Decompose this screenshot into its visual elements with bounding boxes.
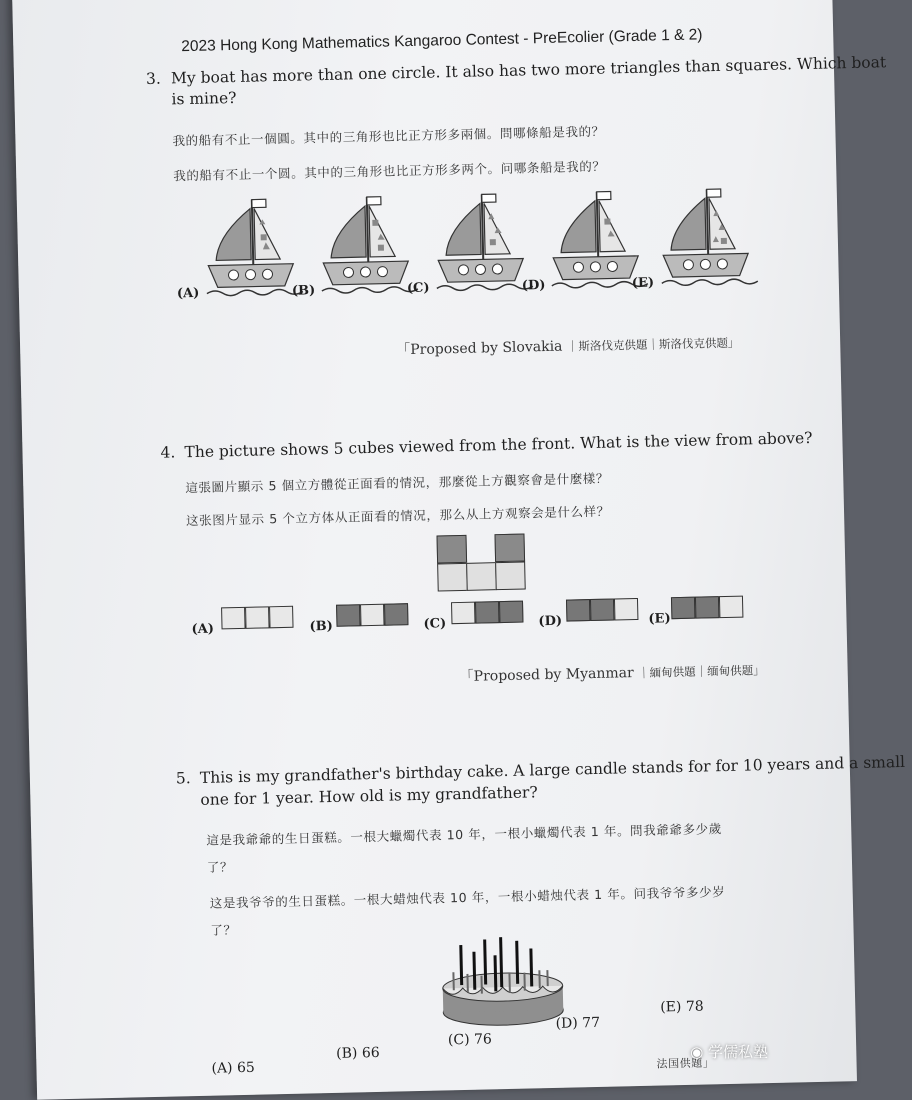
- q4-zh-traditional: 這張圖片顯示 5 個立方體從正面看的情況，那麼從上方觀察會是什麼樣？: [185, 469, 609, 497]
- q5-zh-simplified-line1: 这是我爷爷的生日蛋糕。一根大蜡烛代表 10 年，一根小蜡烛代表 1 年。问我爷爷多少岁: [210, 882, 726, 912]
- q3-zh-simplified: 我的船有不止一个圆。其中的三角形也比正方形多两个。问哪条船是我的？: [173, 157, 606, 185]
- q4-option-b-figure: [336, 603, 408, 627]
- cube: [495, 562, 526, 591]
- q4-cubes-figure: [436, 533, 527, 595]
- q4-zh-simplified: 这张图片显示 5 个立方体从正面看的情况，那么从上方观察会是什么样？: [186, 502, 610, 530]
- watermark: [690, 1041, 768, 1062]
- q3-option-e[interactable]: (E): [632, 276, 655, 292]
- cube: [436, 535, 467, 564]
- exam-paper: [12, 0, 857, 1100]
- q5-option-b[interactable]: (B) 66: [336, 1045, 380, 1062]
- q5-option-e[interactable]: (E) 78: [660, 999, 704, 1016]
- q4-credit: [459, 659, 764, 686]
- q3-credit-zh: ｜斯洛伐克供題｜斯洛伐克供题」: [567, 336, 740, 354]
- q4-option-c-figure: [451, 601, 523, 625]
- q5-zh-traditional-line1: 這是我爺爺的生日蛋糕。一根大蠟燭代表 10 年，一根小蠟燭代表 1 年。問我爺爺多少歲: [206, 819, 722, 849]
- cube: [494, 534, 525, 563]
- q4-number: 4.: [160, 442, 175, 463]
- boat-b: [320, 196, 418, 294]
- q3-text-line1: My boat has more than one circle. It also has two more triangles than squares. Which boat: [171, 52, 887, 89]
- q5-zh-simplified-line2: 了？: [210, 920, 237, 939]
- boat-a: [205, 199, 303, 297]
- q4-option-a[interactable]: (A): [191, 622, 214, 638]
- q4-option-a-figure: [221, 606, 293, 630]
- q3-number: 3.: [146, 69, 161, 90]
- q3-option-a[interactable]: (A): [177, 286, 200, 302]
- q3-option-d[interactable]: (D): [522, 278, 546, 294]
- cube: [466, 562, 497, 591]
- q4-option-c[interactable]: (C): [423, 616, 446, 632]
- wechat-icon: ◉: [690, 1043, 703, 1061]
- watermark-text: 学儒私塾: [708, 1043, 768, 1061]
- q4-option-b[interactable]: (B): [309, 619, 333, 635]
- q3-option-b[interactable]: (B): [292, 283, 316, 299]
- boat-e: [660, 188, 758, 286]
- page-header: 2023 Hong Kong Mathematics Kangaroo Contest - PreEcolier (Grade 1 & 2): [181, 26, 703, 56]
- q5-text-line2: one for 1 year. How old is my grandfather?: [200, 782, 538, 811]
- q5-text-line1: This is my grandfather's birthday cake. A large candle stands for for 10 years and a small: [200, 752, 906, 789]
- boat-d: [550, 191, 648, 289]
- q4-credit-zh: ｜緬甸供題｜缅甸供题」: [638, 663, 765, 680]
- q4-credit-en: 「Proposed by Myanmar: [460, 665, 634, 685]
- q4-text-line1: The picture shows 5 cubes viewed from the front. What is the view from above?: [184, 428, 812, 463]
- q4-option-d-figure: [566, 598, 638, 622]
- q3-credit: [396, 332, 740, 360]
- q5-credit-partial: 法国供题」: [656, 1054, 714, 1071]
- q5-option-d[interactable]: (D) 77: [555, 1015, 600, 1032]
- cube: [437, 563, 468, 592]
- q5-zh-traditional-line2: 了？: [207, 857, 234, 876]
- q3-option-c[interactable]: (C): [407, 281, 430, 297]
- q3-text-line2: is mine?: [171, 88, 236, 110]
- q4-option-e-figure: [671, 596, 743, 620]
- q5-option-c[interactable]: (C) 76: [448, 1031, 492, 1048]
- q3-credit-en: 「Proposed by Slovakia: [396, 339, 563, 359]
- q4-option-d[interactable]: (D): [538, 614, 562, 630]
- q3-zh-traditional: 我的船有不止一個圓。其中的三角形也比正方形多兩個。問哪條船是我的？: [172, 122, 605, 150]
- q5-cake-figure: [438, 928, 570, 1031]
- q4-option-e[interactable]: (E): [648, 611, 671, 627]
- boat-c: [435, 193, 533, 291]
- q5-number: 5.: [176, 768, 191, 789]
- q5-option-a[interactable]: (A) 65: [211, 1060, 255, 1077]
